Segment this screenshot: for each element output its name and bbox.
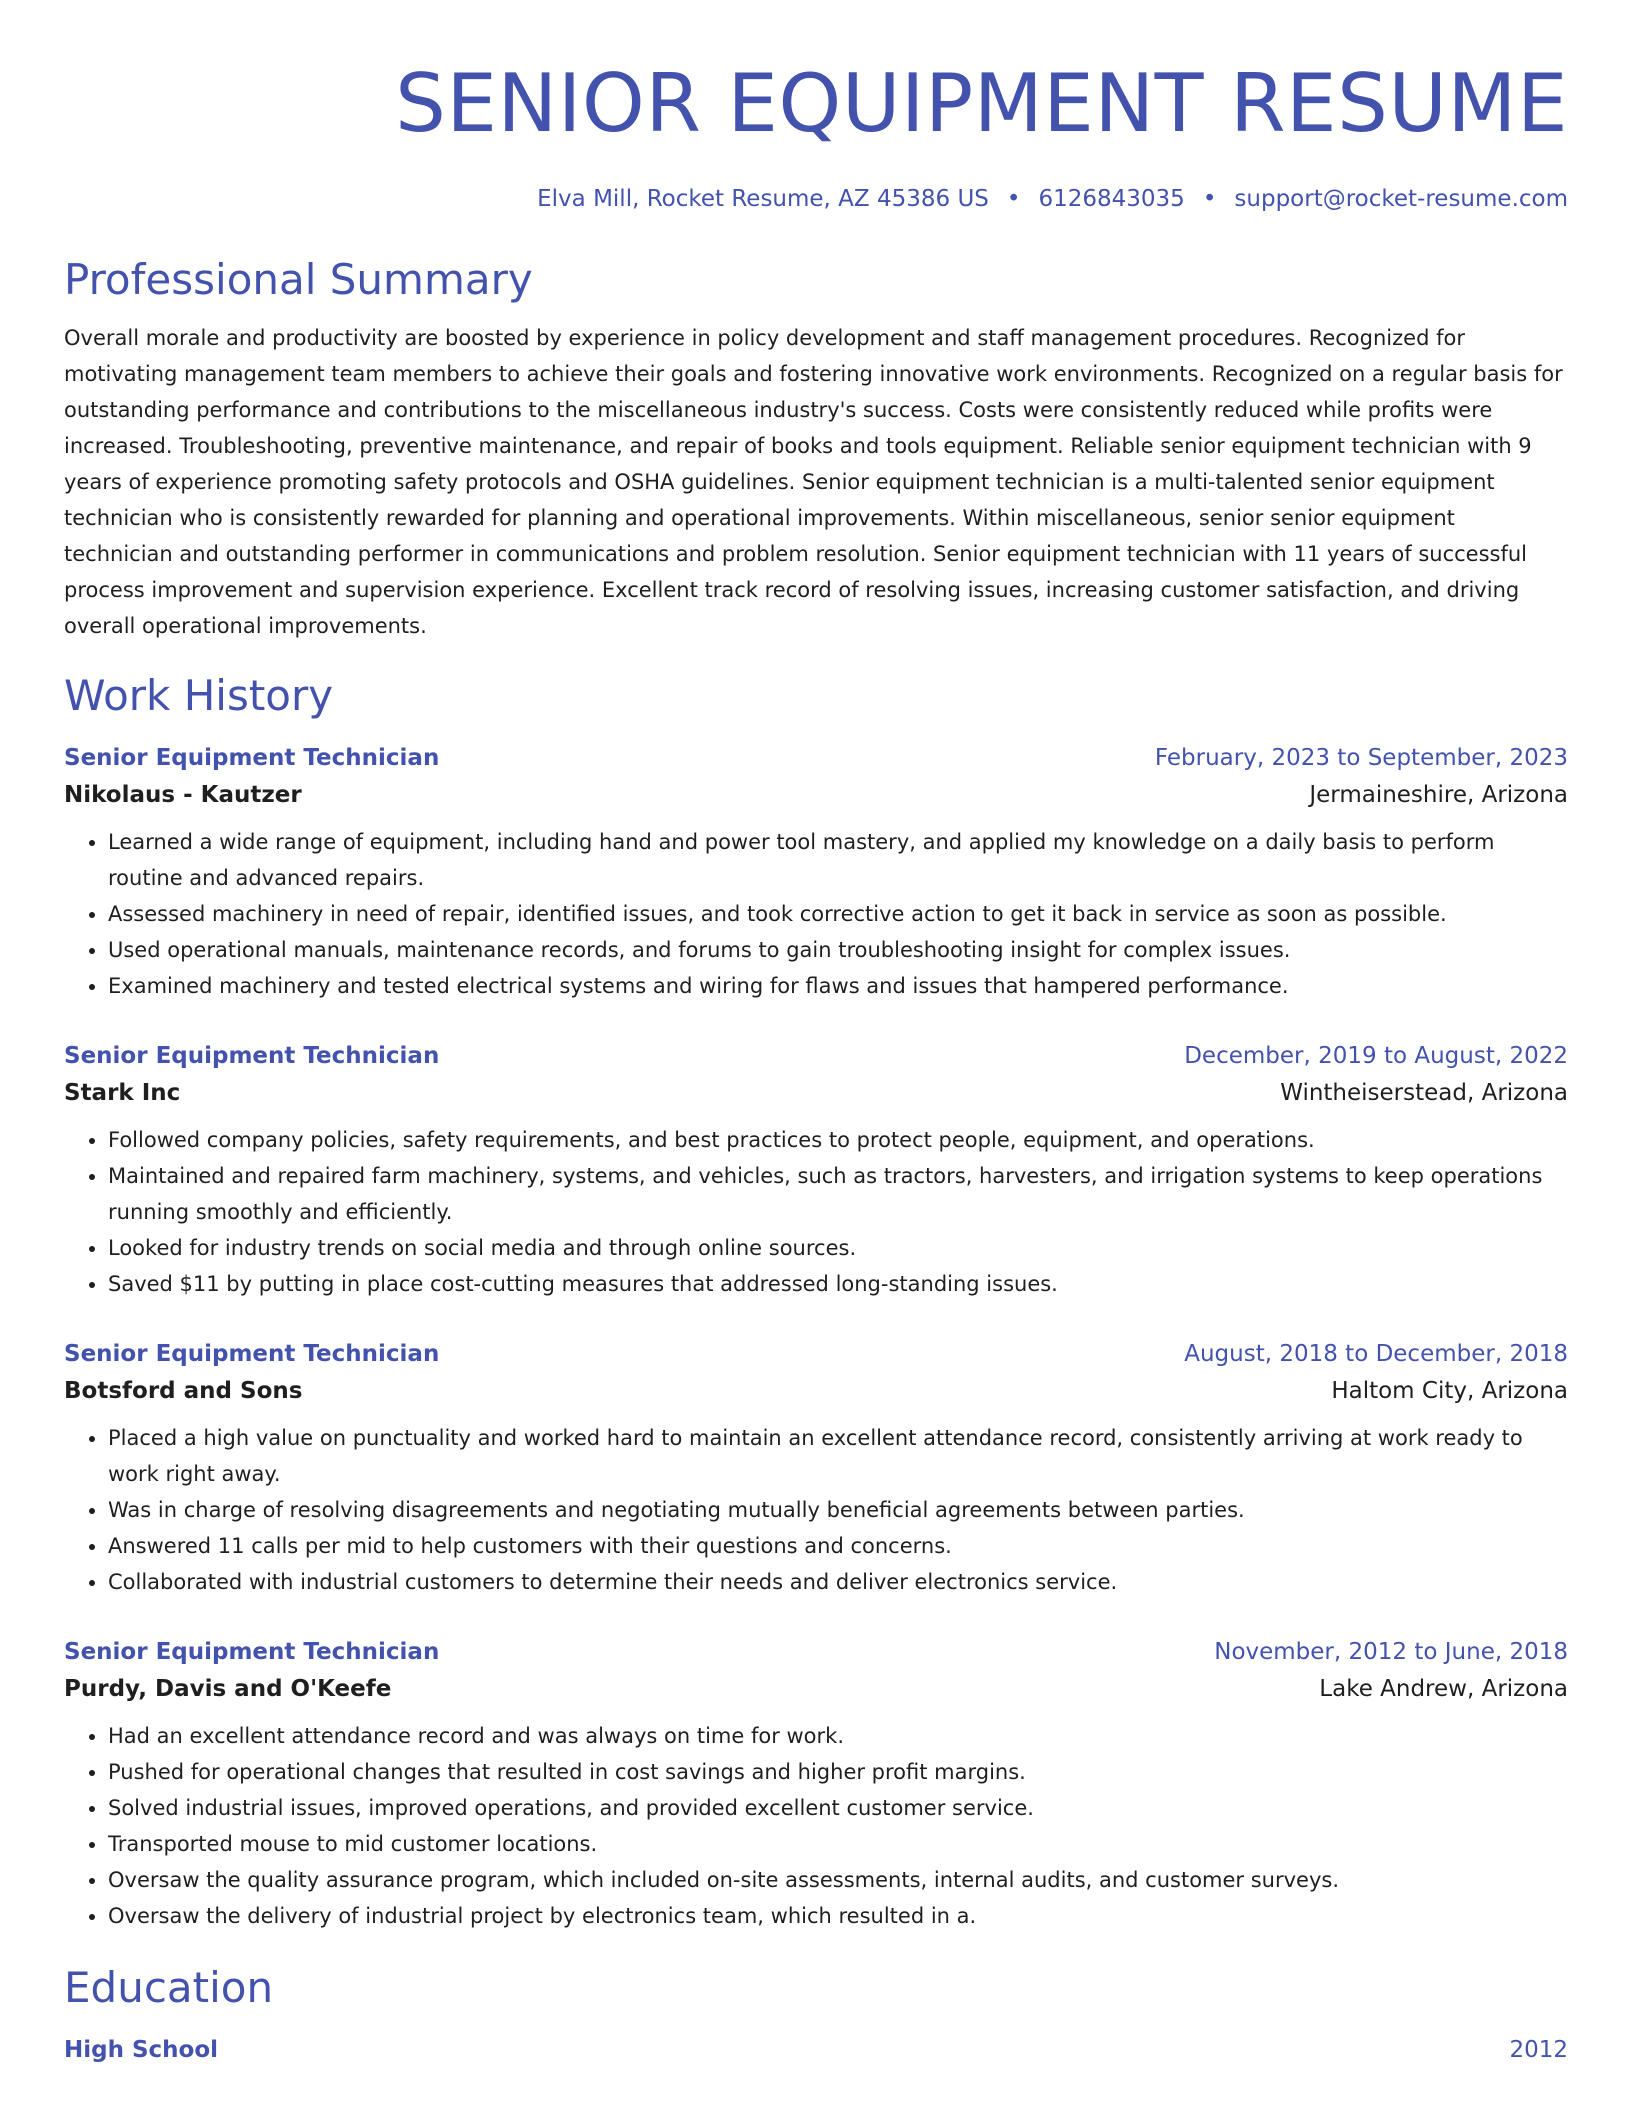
contact-address: Elva Mill, Rocket Resume, AZ 45386 US [537,186,989,212]
job-title-row [64,740,1568,776]
contact-separator: • [1006,186,1021,212]
job-company-row [64,1372,1568,1410]
job-bullets [64,1420,1568,1600]
job-company: Purdy, Davis and O'Keefe [64,1676,392,1702]
job-bullet: • Assessed machinery in need of repair, identified issues, and took corrective action to get it back in service as soon as possible. [108,896,1568,932]
job-company: Stark Inc [64,1080,181,1106]
job-bullet: • Looked for industry trends on social media and through online sources. [108,1230,1568,1266]
education-entry [64,2032,1568,2068]
job-bullets [64,1122,1568,1302]
job-location: Lake Andrew, Arizona [1319,1676,1568,1702]
job-company-row [64,1074,1568,1112]
job-bullet: • Learned a wide range of equipment, including hand and power tool mastery, and applied my knowledge on a daily basis to perform routine and advanced repairs. [108,824,1568,896]
job-bullet: • Pushed for operational changes that resulted in cost savings and higher profit margins. [108,1754,1568,1790]
job-bullet: • Oversaw the delivery of industrial project by electronics team, which resulted in a. [108,1898,1568,1934]
job-bullet: • Collaborated with industrial customers to determine their needs and deliver electronics service. [108,1564,1568,1600]
job-bullet: • Had an excellent attendance record and was always on time for work. [108,1718,1568,1754]
job-bullet: • Solved industrial issues, improved operations, and provided excellent customer service. [108,1790,1568,1826]
resume-name: SENIOR EQUIPMENT RESUME [395,57,1568,150]
job-bullets [64,1718,1568,1934]
education-degree: High School [64,2037,219,2063]
job-company: Botsford and Sons [64,1378,303,1404]
job-title: Senior Equipment Technician [64,1341,440,1367]
job-title-row [64,1038,1568,1074]
job-company: Nikolaus - Kautzer [64,782,302,808]
work-history-heading: Work History [64,671,334,720]
job-bullet: • Used operational manuals, maintenance records, and forums to gain troubleshooting insight for complex issues. [108,932,1568,968]
resume-header [64,0,1568,214]
job-bullet: • Transported mouse to mid customer locations. [108,1826,1568,1862]
job-bullets [64,824,1568,1004]
job-title-row [64,1336,1568,1372]
job-bullet: • Maintained and repaired farm machinery, systems, and vehicles, such as tractors, harvesters, and irrigation systems to keep operations running smoothly and efficiently. [108,1158,1568,1230]
job-company-row [64,776,1568,814]
job-bullet: • Examined machinery and tested electrical systems and wiring for flaws and issues that hampered performance. [108,968,1568,1004]
contact-separator: • [1202,186,1217,212]
job-bullet: • Oversaw the quality assurance program, which included on-site assessments, internal audits, and customer surveys. [108,1862,1568,1898]
job-entry [64,1336,1568,1600]
job-dates: February, 2023 to September, 2023 [1154,745,1568,771]
job-title: Senior Equipment Technician [64,1639,440,1665]
job-company-row [64,1670,1568,1708]
job-title: Senior Equipment Technician [64,1043,440,1069]
job-bullet: • Answered 11 calls per mid to help customers with their questions and concerns. [108,1528,1568,1564]
job-entry [64,1038,1568,1302]
education-year: 2012 [1509,2037,1568,2063]
job-entry [64,740,1568,1004]
job-bullet: • Saved $11 by putting in place cost-cutting measures that addressed long-standing issues. [108,1266,1568,1302]
contact-line [64,184,1568,214]
job-dates: December, 2019 to August, 2022 [1184,1043,1568,1069]
job-bullet: • Followed company policies, safety requirements, and best practices to protect people, equipment, and operations. [108,1122,1568,1158]
job-bullet: • Was in charge of resolving disagreements and negotiating mutually beneficial agreements between parties. [108,1492,1568,1528]
education-heading: Education [64,1963,274,2012]
summary-text: Overall morale and productivity are boosted by experience in policy development and staff management procedures. Recognized for motivating management team members to achieve their goals and fostering innovative work environments. Recognized on a regular basis for outstanding performance and contributions to the miscellaneous industry's success. Costs were consistently reduced while profits were increased. Troubleshooting, preventive maintenance, and repair of books and tools equipment. Reliable senior equipment technician with 9 years of experience promoting safety protocols and OSHA guidelines. Senior equipment technician is a multi-talented senior equipment technician who is consistently rewarded for planning and operational improvements. Within miscellaneous, senior senior equipment technician and outstanding performer in communications and problem resolution. Senior equipment technician with 11 years of successful process improvement and supervision experience. Excellent track record of resolving issues, increasing customer satisfaction, and driving overall operational improvements. [64,326,1563,638]
job-title-row [64,1634,1568,1670]
job-dates: August, 2018 to December, 2018 [1184,1341,1568,1367]
job-bullet: • Placed a high value on punctuality and worked hard to maintain an excellent attendance record, consistently arriving at work ready to work right away. [108,1420,1568,1492]
job-location: Wintheiserstead, Arizona [1280,1080,1568,1106]
job-title: Senior Equipment Technician [64,745,440,771]
job-entry [64,1634,1568,1934]
summary-heading: Professional Summary [64,255,533,304]
contact-email: support@rocket-resume.com [1234,186,1568,212]
contact-phone: 6126843035 [1038,186,1185,212]
job-dates: November, 2012 to June, 2018 [1214,1639,1568,1665]
job-location: Jermaineshire, Arizona [1309,782,1568,808]
job-location: Haltom City, Arizona [1331,1378,1568,1404]
